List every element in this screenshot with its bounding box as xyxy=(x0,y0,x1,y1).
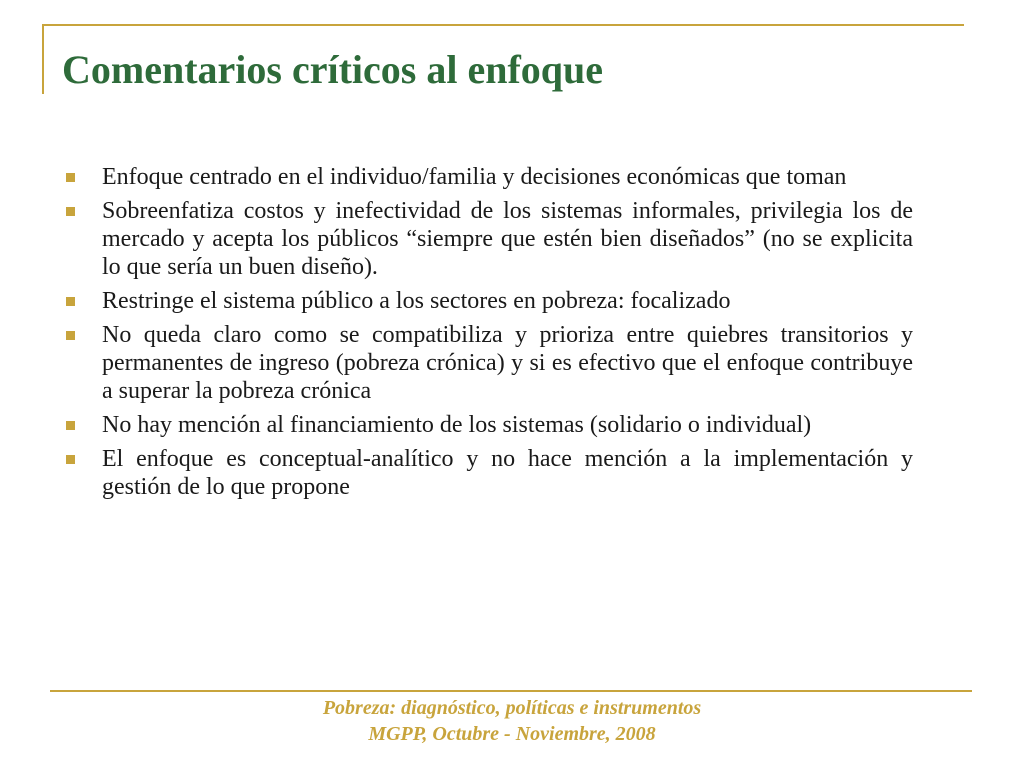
square-bullet-icon xyxy=(66,207,75,216)
footer-date: MGPP, Octubre - Noviembre, 2008 xyxy=(368,723,656,745)
bullet-item xyxy=(62,445,913,501)
slide-footer xyxy=(0,695,1024,747)
square-bullet-icon xyxy=(66,455,75,464)
bullet-text: No queda claro como se compatibiliza y prioriza entre quiebres transitorios y permanentes de ingreso (pobreza crónica) y si es efectivo que el enfoque contribuye a superar la pobreza crónica xyxy=(102,322,913,404)
footer-rule xyxy=(50,690,972,692)
bullet-item xyxy=(62,197,913,281)
bullet-item xyxy=(62,287,913,315)
bullet-list xyxy=(62,163,913,507)
square-bullet-icon xyxy=(66,297,75,306)
bullet-text: El enfoque es conceptual-analítico y no hace mención a la implementación y gestión de lo que propone xyxy=(102,446,913,500)
bullet-text: Sobreenfatiza costos y inefectividad de los sistemas informales, privilegia los de mercado y acepta los públicos “siempre que estén bien diseñados” (no se explicita lo que sería un buen diseño). xyxy=(102,198,913,280)
slide-title: Comentarios críticos al enfoque xyxy=(62,47,604,92)
bullet-text: No hay mención al financiamiento de los sistemas (solidario o individual) xyxy=(102,412,812,438)
top-frame-rule xyxy=(42,24,964,26)
bullet-text: Enfoque centrado en el individuo/familia y decisiones económicas que toman xyxy=(102,164,847,190)
bullet-item xyxy=(62,163,913,191)
square-bullet-icon xyxy=(66,421,75,430)
footer-course-title: Pobreza: diagnóstico, políticas e instrumentos xyxy=(322,697,702,719)
square-bullet-icon xyxy=(66,173,75,182)
square-bullet-icon xyxy=(66,331,75,340)
bullet-item xyxy=(62,321,913,405)
bullet-item xyxy=(62,411,913,439)
left-frame-rule xyxy=(42,24,44,94)
bullet-text: Restringe el sistema público a los sectores en pobreza: focalizado xyxy=(102,288,731,314)
